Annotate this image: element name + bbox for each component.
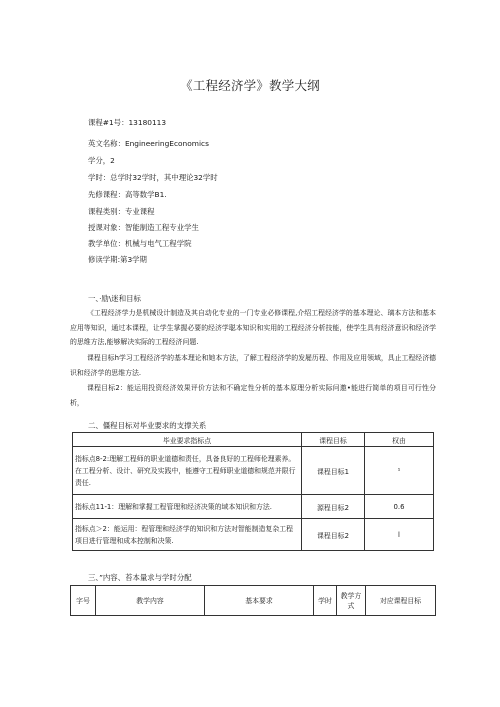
table-cell: l: [365, 519, 434, 551]
table-cell: 源程目标2: [302, 495, 365, 519]
table-cell: 指标点11-1：理解和掌握工程管理和经济决策的域本知识和方法.: [73, 495, 302, 519]
table-cell: 课程目标1: [302, 447, 365, 495]
table-cell: 0.6: [365, 495, 434, 519]
table-header: 基本要求: [205, 586, 314, 616]
hours: 学时：总学时32学时，其中理论32学时: [88, 173, 218, 182]
section2-heading: 二、僵程目标对毕业要求的支撑关系: [88, 421, 207, 430]
section1-paragraph1: 《工程经济学力是机械设计制造及其自动化专业的一门专业必修课程,介绍工程经济学的基本理论、璃本方法和基本应用等知识，通过本课程，让学生掌握必要的经济学聪本知识和实用的工程经济分析技能，使学生具有经济意识和经济学的思维方法,能够解决实际的工程经济问题.: [70, 309, 436, 346]
content-table: [70, 585, 436, 616]
table-header: 字号: [71, 586, 96, 616]
table-header: 教学内容: [96, 586, 205, 616]
course-code: 课程#1号：13180113: [88, 118, 167, 127]
table-row: [73, 447, 434, 495]
page-title: 《工程经济学》教学大纲: [180, 78, 320, 93]
prerequisites: 先修课程：高等数学B1.: [88, 190, 167, 199]
table-row: [73, 519, 434, 551]
course-category: 课程类别：专业课程: [88, 207, 155, 216]
credits: 学分，2: [88, 156, 115, 165]
section3-heading: 三、”内容、苔本量求与学时分配: [88, 573, 192, 582]
section1-paragraph3: 课程目标2：能运用投资经济效果评价方法和不确定性分析的基本原理分析实际问邀•能进行简单的项目可行性分析，: [70, 384, 436, 407]
table-header: 课程目标: [302, 433, 365, 447]
audience: 授课对象：智能制造工程专业学生: [88, 223, 199, 232]
table-header: 学时: [314, 586, 337, 616]
semester: 修读学期:第3学期: [88, 255, 147, 264]
section1-paragraph2: 课程目标h学习工程经济学的基本理论和她本方法，了解工程经济学的发屣历程、作用及应用领域，具止工程经济德识和经济学的思维方法.: [70, 354, 436, 377]
table-cell: 课程目标2: [302, 519, 365, 551]
table-cell: ¹: [365, 447, 434, 495]
table-header: 权由: [365, 433, 434, 447]
table-header: 对应课程目标: [366, 586, 436, 616]
support-table: [72, 432, 434, 551]
english-name: 英文名称：EngineeringEconomics: [88, 139, 209, 148]
section1-heading: 一、·励\迷和目标: [88, 294, 141, 303]
table-cell: 指标点＞2：能运用：程管理和经济学的知识和方法对智能制造复杂工程项目进行管理和成本控制和决策.: [73, 519, 302, 551]
table-header: 毕业要求指标点: [73, 433, 302, 447]
teaching-unit: 教学单位：机械与电气工程学院: [88, 239, 192, 248]
table-cell: 指标点8-2:理解工程师的职业道德和责任，具备良好的工程师伦理素养。在工程分析、设计、研究及实践中，能遵守工程师职业道德和规范并限行责任.: [73, 447, 302, 495]
table-row: [73, 495, 434, 519]
table-header: 教学方式: [337, 586, 366, 616]
